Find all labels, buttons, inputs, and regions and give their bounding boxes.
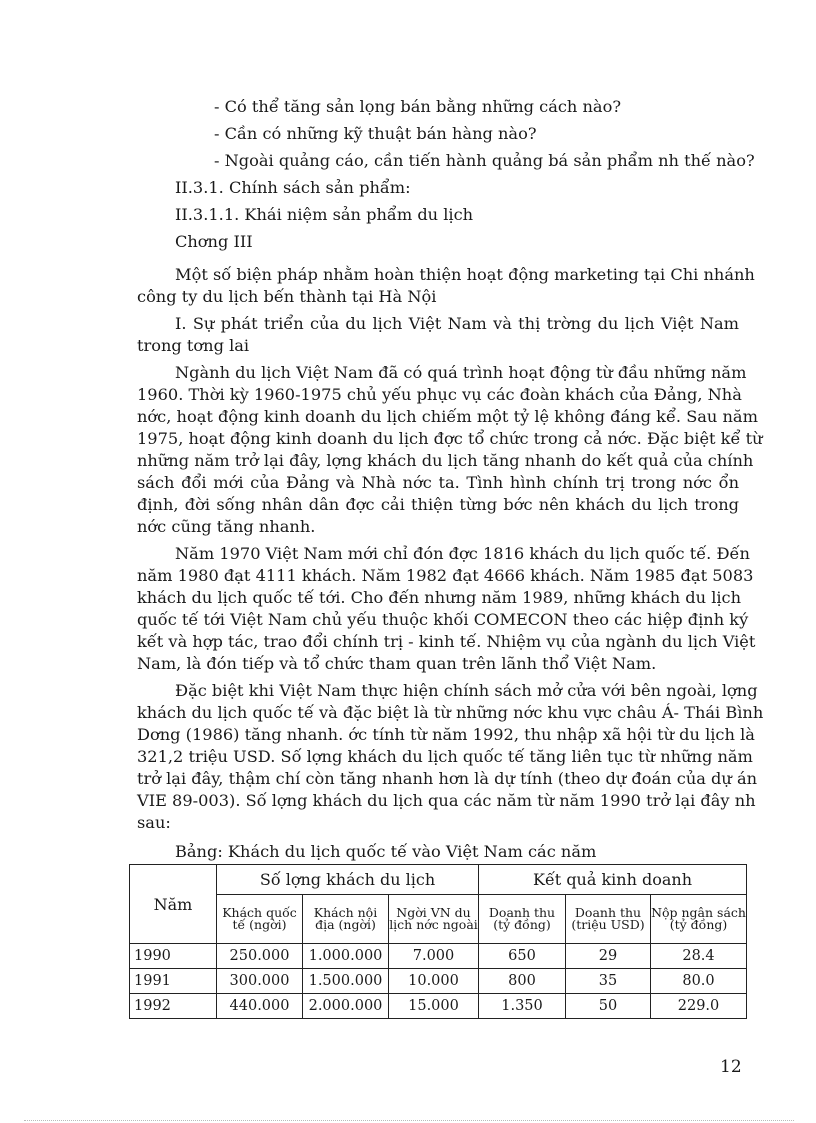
table-cell: 250.000 <box>217 944 303 969</box>
year-cell: 1990 <box>130 944 217 969</box>
paragraph-3-line-5: trở lại đây, thậm chí còn tăng nhanh hơn là dự tính (theo dự đoán của dự án <box>137 769 758 788</box>
bullet-question-3: - Ngoài quảng cáo, cần tiến hành quảng bá sản phẩm nh thế nào? <box>214 151 755 170</box>
table-subheader-row <box>130 895 747 944</box>
table-cell: 650 <box>479 944 566 969</box>
paragraph-1-line-4: 1975, hoạt động kinh doanh du lịch đợc tổ chức trong cả nớc. Đặc biệt kể từ <box>137 429 763 448</box>
year-cell: 1992 <box>130 994 217 1019</box>
paragraph-3-line-3: Dơng (1986) tăng nhanh. ớc tính từ năm 1992, thu nhập xã hội từ du lịch là <box>137 725 755 744</box>
paragraph-3-line-1: Đặc biệt khi Việt Nam thực hiện chính sách mở cửa với bên ngoài, lợng <box>175 681 758 700</box>
paragraph-2-line-4: quốc tế tới Việt Nam chủ yếu thuộc khối COMECON theo các hiệp định ký <box>137 610 749 629</box>
table-cell: 35 <box>566 969 651 994</box>
page-bottom-divider <box>24 1120 794 1121</box>
tourist-count-group-header: Số lợng khách du lịch <box>217 865 479 895</box>
table-cell: 300.000 <box>217 969 303 994</box>
table-caption: Bảng: Khách du lịch quốc tế vào Việt Nam các năm <box>175 842 597 861</box>
paragraph-3-line-4: 321,2 triệu USD. Số lợng khách du lịch quốc tế tăng liên tục từ những năm <box>137 747 753 766</box>
table-cell: 800 <box>479 969 566 994</box>
paragraph-1-line-3: nớc, hoạt động kinh doanh du lịch chiếm một tỷ lệ không đáng kể. Sau năm <box>137 407 758 426</box>
table-cell: 28.4 <box>651 944 747 969</box>
chapter-heading: Chơng III <box>175 232 253 251</box>
table-cell: 15.000 <box>389 994 479 1019</box>
table-cell: 80.0 <box>651 969 747 994</box>
col-header-domestic: Khách nội địa (ngời) <box>303 895 389 944</box>
col-header-budget: Nộp ngân sách (tỷ đồng) <box>651 895 747 944</box>
table-row <box>130 994 747 1019</box>
bullet-question-1: - Có thể tăng sản lọng bán bằng những cách nào? <box>214 97 621 116</box>
paragraph-1-line-2: 1960. Thời kỳ 1960-1975 chủ yếu phục vụ các đoàn khách của Đảng, Nhà <box>137 385 742 404</box>
year-header: Năm <box>130 865 217 944</box>
section-heading-2-3-1-1: II.3.1.1. Khái niệm sản phẩm du lịch <box>175 205 474 224</box>
table-cell: 1.350 <box>479 994 566 1019</box>
page-number: 12 <box>720 1057 742 1077</box>
chapter-title-line-2: công ty du lịch bến thành tại Hà Nội <box>137 287 437 306</box>
paragraph-1-line-6: sách đổi mới của Đảng và Nhà nớc ta. Tình hình chính trị trong nớc ổn <box>137 473 739 492</box>
col-header-revenue-vnd: Doanh thu (tỷ đồng) <box>479 895 566 944</box>
table-cell: 440.000 <box>217 994 303 1019</box>
bullet-question-2: - Cần có những kỹ thuật bán hàng nào? <box>214 124 537 143</box>
table-cell: 1.000.000 <box>303 944 389 969</box>
paragraph-2-line-2: năm 1980 đạt 4111 khách. Năm 1982 đạt 4666 khách. Năm 1985 đạt 5083 <box>137 566 754 585</box>
paragraph-3-line-2: khách du lịch quốc tế và đặc biệt là từ những nớc khu vực châu Á- Thái Bình <box>137 703 764 722</box>
table-cell: 2.000.000 <box>303 994 389 1019</box>
paragraph-2-line-1: Năm 1970 Việt Nam mới chỉ đón đợc 1816 khách du lịch quốc tế. Đến <box>175 544 750 563</box>
table-cell: 50 <box>566 994 651 1019</box>
table-cell: 29 <box>566 944 651 969</box>
table-cell: 229.0 <box>651 994 747 1019</box>
table-row <box>130 969 747 994</box>
year-cell: 1991 <box>130 969 217 994</box>
section-heading-2-3-1: II.3.1. Chính sách sản phẩm: <box>175 178 411 197</box>
table-header-row <box>130 865 747 895</box>
paragraph-2-line-6: Nam, là đón tiếp và tổ chức tham quan trên lãnh thổ Việt Nam. <box>137 654 657 673</box>
table-cell: 10.000 <box>389 969 479 994</box>
col-header-outbound: Ngời VN du lịch nớc ngoài <box>389 895 479 944</box>
table-cell: 1.500.000 <box>303 969 389 994</box>
tourism-table <box>129 864 747 1019</box>
paragraph-1-line-5: những năm trở lại đây, lợng khách du lịch tăng nhanh do kết quả của chính <box>137 451 754 470</box>
section-i-heading-line-2: trong tơng lai <box>137 336 250 355</box>
col-header-revenue-usd: Doanh thu (triệu USD) <box>566 895 651 944</box>
section-i-heading-line-1: I. Sự phát triển của du lịch Việt Nam và thị trờng du lịch Việt Nam <box>175 314 739 333</box>
chapter-title-line-1: Một số biện pháp nhằm hoàn thiện hoạt động marketing tại Chi nhánh <box>175 265 755 284</box>
paragraph-1-line-8: nớc cũng tăng nhanh. <box>137 517 316 536</box>
paragraph-2-line-5: kết và hợp tác, trao đổi chính trị - kinh tế. Nhiệm vụ của ngành du lịch Việt <box>137 632 756 651</box>
paragraph-2-line-3: khách du lịch quốc tế tới. Cho đến nhưng năm 1989, những khách du lịch <box>137 588 742 607</box>
paragraph-1-line-7: định, đời sống nhân dân đợc cải thiện từng bớc nên khách du lịch trong <box>137 495 739 514</box>
table-row <box>130 944 747 969</box>
paragraph-1-line-1: Ngành du lịch Việt Nam đã có quá trình hoạt động từ đầu những năm <box>175 363 747 382</box>
paragraph-3-line-7: sau: <box>137 813 171 832</box>
col-header-international: Khách quốc tế (ngời) <box>217 895 303 944</box>
business-result-group-header: Kết quả kinh doanh <box>479 865 747 895</box>
paragraph-3-line-6: VIE 89-003). Số lợng khách du lịch qua các năm từ năm 1990 trở lại đây nh <box>137 791 756 810</box>
table-cell: 7.000 <box>389 944 479 969</box>
